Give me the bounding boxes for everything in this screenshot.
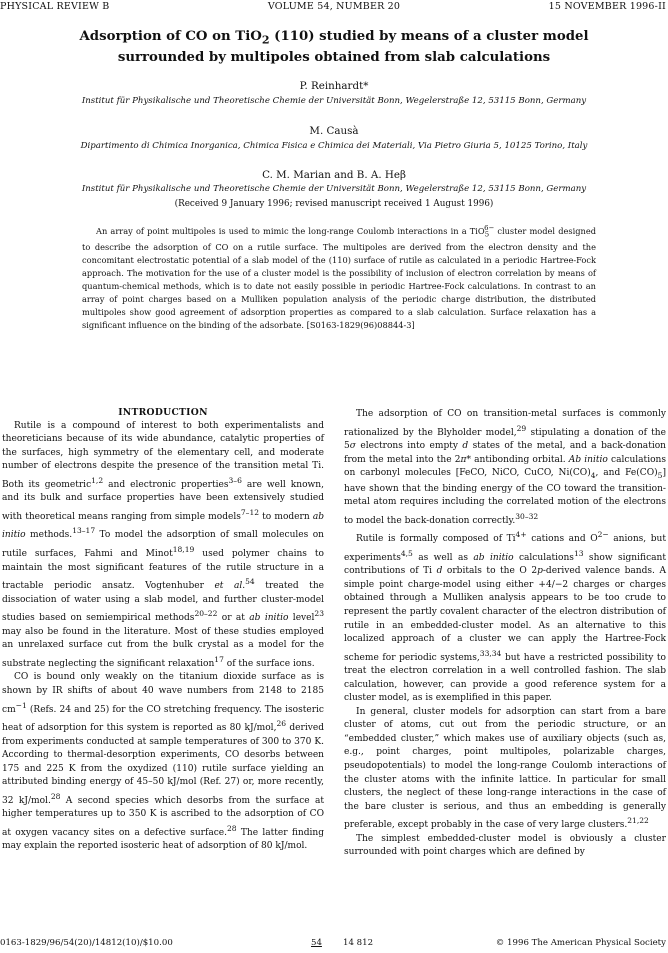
volume-number: VOLUME 54, NUMBER 20 <box>267 1 401 12</box>
reference: 21,22 <box>627 816 649 826</box>
subscript: 5 <box>657 471 663 480</box>
section-heading: INTRODUCTION <box>118 407 208 418</box>
reference: 33,34 <box>479 648 502 658</box>
text: are well known, and its bulk and surface properties have been extensively studied with theoretical means ranging from simple models <box>2 479 324 522</box>
reference: 13 <box>573 548 584 558</box>
page-footer <box>0 937 668 951</box>
text: of the surface ions. <box>223 658 315 669</box>
reference: 3–6 <box>228 475 242 485</box>
page-number: 14 812 <box>343 938 374 948</box>
reference: 17 <box>214 654 224 664</box>
text: calculations <box>513 552 574 563</box>
title-line-2: surrounded by multipoles obtained from slab calculations <box>117 49 551 65</box>
affiliation-bonn-2: Institut für Physikalische und Theoretische Chemie der Universität Bonn, Wegelerstraße 12, 53115 Bonn, Germany <box>81 184 587 194</box>
text: methods. <box>25 530 73 541</box>
text: -derived valence bands. A simple point charge-model using either +4/−2 charges or charges obtained through a Mulliken analysis appears to be too crude to represent the partly covalent character of the electron distribution of rutile in an embedded-cluster model. As an alternative to this localized approach of a cluster we can apply the Hartree-Fock scheme for periodic systems, <box>344 566 666 663</box>
text: orbitals to the O 2 <box>442 566 538 577</box>
text: cluster model designed to describe the adsorption of CO on a rutile surface. The multipoles are derived from the electron density and the concomitant electrostatic potential of a slab model of the (110) surface of rutile as calculated in a periodic Hartree-Fock approach. The motivation for the use of a cluster model is the possibility of inclusion of electron correlation by means of quantum-chemical methods, which is to date not easily possible in periodic Hartree-Fock calculations. In contrast to an array of point charges based on a Mulliken population analysis of the periodic charge distribution, the distributed multipoles show good agreement of adsorption properties as compared to a slab calculation. Surface relaxation has a significant influence on the binding of the adsorbate. [S0163-1829(96)08844-3] <box>82 225 597 331</box>
text: The adsorption of CO on transition-metal surfaces is commonly rationalized by the Blyholder model, <box>344 409 666 438</box>
text: stipulating a donation of the 5 <box>344 427 666 452</box>
affiliation-torino: Dipartimento di Chimica Inorganica, Chimica Fisica e Chimica dei Materiali, Via Pietro Giuria 5, 10125 Torino, Italy <box>80 141 588 151</box>
text: A second species which desorbs from the surface at higher temperatures up to 350 K is ascribed to the adsorption of CO at oxygen vacancy sites on a defective surface. <box>2 795 325 838</box>
superscript: 4+ <box>515 530 527 540</box>
text: states of the metal, and a back-donation from the metal into the 2 <box>344 441 666 465</box>
text: and electronic properties <box>103 479 229 490</box>
reference: 30–32 <box>515 511 539 521</box>
text: level <box>288 613 315 624</box>
received-dates: (Received 9 January 1996; revised manuscript received 1 August 1996) <box>174 199 494 209</box>
right-column <box>344 408 666 860</box>
affiliation-bonn: Institut für Physikalische und Theoretische Chemie der Universität Bonn, Wegelerstraße 12, 53115 Bonn, Germany <box>81 96 587 106</box>
italic-text: et al. <box>214 581 246 592</box>
text: as well as <box>412 552 474 563</box>
reference: 4,5 <box>400 548 413 558</box>
paragraph <box>2 420 324 672</box>
title-text: Adsorption of CO on TiO <box>79 29 262 44</box>
text: Rutile is a compound of interest to both experimentalists and theoreticians because of its wide abundance, catalytic properties of the surfaces, high symmetry of the elementary cell, and moderate number of electrons despite the presence of the transition metal Ti. Both its geometric <box>2 420 324 490</box>
text: but have a restricted possibility to treat the electron correlation in a well controlled fashion. The slab calculation, however, can provide a good reference system for a cluster model, as is exemplified in this paper. <box>344 652 666 704</box>
text: treated the dissociation of water using a slab model, and further cluster-model studies based on semiempirical methods <box>2 581 325 624</box>
italic-text: p <box>537 566 543 577</box>
reference: 18,19 <box>172 544 195 554</box>
author-marian-hess: C. M. Marian and B. A. Heβ <box>262 169 406 181</box>
italic-text: ab initio <box>249 613 289 624</box>
italic-text: d <box>462 441 469 452</box>
superscript: 6− <box>484 224 495 232</box>
italic-text: d <box>436 566 443 577</box>
reference: 26 <box>276 719 287 729</box>
text: to modern <box>259 511 313 522</box>
text: (Refs. 24 and 25) for the CO stretching frequency. The isosteric heat of adsorption for this system is reported as 80 kJ/mol, <box>2 704 324 734</box>
text: An array of point multipoles is used to mimic the long-range Coulomb interactions in a TiO <box>96 225 485 236</box>
reference: 13–17 <box>72 526 96 536</box>
reference: 7–12 <box>240 507 260 517</box>
text: The latter finding may explain the reported isosteric heat of adsorption of 80 kJ/mol. <box>2 827 324 852</box>
text: anions, but experiments <box>344 534 666 563</box>
reference: 28 <box>50 791 61 801</box>
reference: 23 <box>314 609 325 619</box>
text: Rutile is formally composed of Ti <box>356 534 516 545</box>
text: derived from experiments conducted at sample temperatures of 300 to 370 K. According to thermal-desorption experiments, CO desorbs between 175 and 225 K from the oxydized (110) rutile surface yielding an attributed binding energy of 45–50 kJ/mol (Ref. 27) or, more recently, 32 kJ/mol. <box>2 723 324 806</box>
paragraph <box>344 706 666 833</box>
running-head <box>0 0 668 14</box>
greek-symbol: π <box>460 454 467 465</box>
title-text: (110) studied by means of a cluster model <box>269 29 589 44</box>
copyright: © 1996 The American Physical Society <box>495 938 666 948</box>
author-reinhardt: P. Reinhardt* <box>299 80 369 92</box>
title-line-1 <box>60 28 608 49</box>
abstract <box>82 222 596 332</box>
text: In general, cluster models for adsorption can start from a bare cluster of atoms, cut out from the periodic structure, or an “embedded cluster,” which makes use of auxiliary objects (such as, e.g., point charges, point multipoles, polarizable charges, pseudopotentials) to model the long-range Coulomb interactions of the cluster atoms with the infinite lattice. In particular for small clusters, the neglect of these long-range interactions in the case of the bare cluster is serious, and thus an embedding is generally preferable, except probably in the case of very large clusters. <box>344 706 666 831</box>
text: show significant contributions of Ti <box>344 552 666 577</box>
paragraph <box>344 528 666 706</box>
title-subscript: 2 <box>261 33 270 47</box>
subscript: 5 <box>484 230 490 239</box>
reference: 54 <box>245 577 255 587</box>
superscript: 2− <box>597 530 609 540</box>
text: calculations on carbonyl molecules [FeCO, NiCO, CuCO, Ni(CO) <box>344 454 667 479</box>
text: ] have shown that the binding energy of the CO toward the transition-metal atom requires including the correlated motion of the electrons to model the back-donation correctly. <box>344 468 666 526</box>
text: electrons into empty <box>355 441 463 452</box>
paragraph <box>344 833 666 860</box>
text: or at <box>217 613 250 624</box>
abstract-text <box>82 222 596 332</box>
reference: 28 <box>227 823 237 833</box>
text: used polymer chains to maintain the most significant features of the rutile structure in a tractable periodic ansatz. Vogtenhuber <box>2 548 324 592</box>
superscript: −1 <box>15 700 27 710</box>
paragraph <box>344 408 666 528</box>
italic-text: ab initio <box>2 511 324 541</box>
text: may also be found in the literature. Most of these studies employed an unrelaxed surface cut from the bulk crystal as a model for the substrate neglecting the significant relaxation <box>2 626 324 669</box>
text: To model the adsorption of small molecules on rutile surfaces, Fahmi and Minot <box>2 530 324 559</box>
left-column <box>2 406 324 854</box>
subscript: 4 <box>590 471 596 480</box>
text: * antibonding orbital. <box>466 454 569 465</box>
article-title <box>60 28 608 66</box>
reference: 1,2 <box>91 475 104 485</box>
text: CO is bound only weakly on the titanium dioxide surface as is shown by IR shifts of about 40 wave numbers from 2148 to 2185 cm <box>2 672 324 715</box>
text: The simplest embedded-cluster model is obviously a cluster surrounded with point charges which are defined by <box>344 833 666 858</box>
text: , and Fe(CO) <box>595 468 658 479</box>
reference: 29 <box>516 423 527 433</box>
article-code: 0163-1829/96/54(20)/14812(10)/$10.00 <box>0 938 173 948</box>
text: cations and O <box>526 534 598 545</box>
issue-date: 15 NOVEMBER 1996-II <box>548 1 666 12</box>
italic-text: Ab initio <box>568 454 608 465</box>
reference: 20–22 <box>194 609 218 619</box>
paragraph <box>2 671 324 854</box>
italic-text: ab initio <box>473 552 514 563</box>
footer-volume: 54 <box>311 938 322 948</box>
journal-name: PHYSICAL REVIEW B <box>0 1 110 12</box>
author-causa: M. Causà <box>309 125 359 137</box>
greek-symbol: σ <box>349 441 356 452</box>
